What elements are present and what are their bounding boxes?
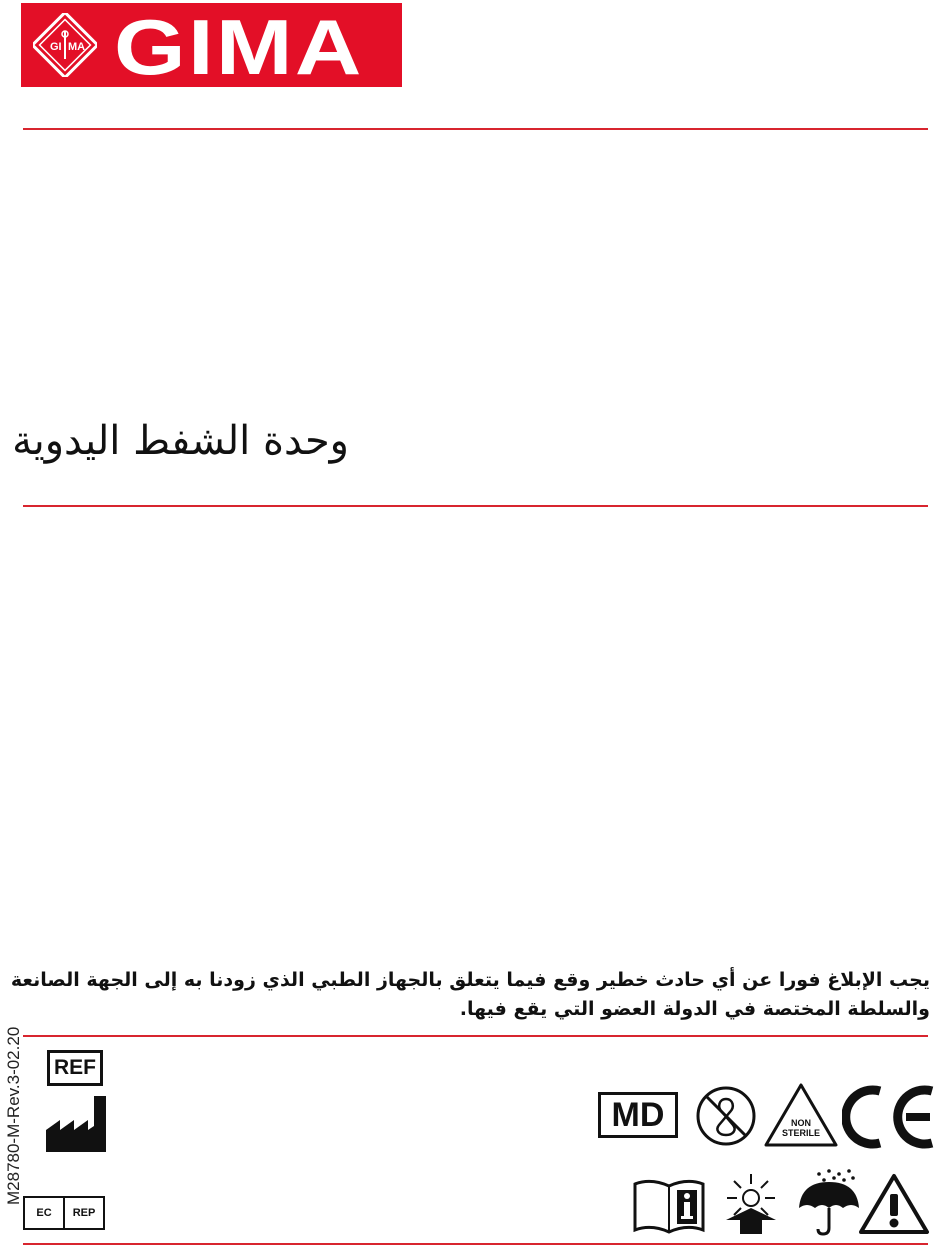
non-sterile-line-2: STERILE bbox=[781, 1128, 820, 1138]
non-sterile-line-1: NON bbox=[791, 1118, 811, 1128]
svg-text:MA: MA bbox=[68, 41, 86, 53]
notice-line-2: والسلطة المختصة في الدولة العضو التي يقع فيها. bbox=[459, 998, 930, 1020]
gima-emblem-icon bbox=[33, 13, 97, 77]
brand-name: GIMA bbox=[114, 3, 364, 91]
document-code: M28780-M-Rev.3-02.20 bbox=[4, 1026, 23, 1205]
brand-logo bbox=[21, 3, 402, 91]
incident-notice bbox=[10, 966, 930, 1024]
divider-top bbox=[23, 128, 928, 130]
caution-icon bbox=[858, 1172, 930, 1236]
consult-instructions-icon bbox=[633, 1178, 705, 1234]
ce-mark-icon bbox=[842, 1085, 938, 1149]
ref-symbol: REF bbox=[47, 1050, 103, 1086]
keep-dry-icon bbox=[795, 1168, 865, 1236]
non-sterile-label bbox=[763, 1118, 839, 1138]
divider-bottom bbox=[23, 1243, 928, 1245]
medical-device-symbol: MD bbox=[598, 1092, 678, 1138]
non-sterile-icon bbox=[763, 1082, 839, 1148]
divider-notice bbox=[23, 1035, 928, 1037]
product-title: وحدة الشفط اليدوية bbox=[12, 418, 349, 464]
ec-rep-symbol bbox=[23, 1196, 105, 1230]
svg-text:GI: GI bbox=[50, 41, 62, 53]
rep-label: REP bbox=[72, 1207, 96, 1219]
ec-label: EC bbox=[25, 1198, 65, 1228]
manufacturer-icon bbox=[46, 1096, 106, 1152]
keep-away-from-sunlight-icon bbox=[716, 1170, 786, 1236]
do-not-reuse-icon bbox=[695, 1085, 757, 1147]
notice-line-1: يجب الإبلاغ فورا عن أي حادث خطير وقع فيما يتعلق بالجهاز الطبي الذي زودنا به إلى الجهة الصانعة bbox=[10, 969, 930, 991]
divider-title bbox=[23, 505, 928, 507]
